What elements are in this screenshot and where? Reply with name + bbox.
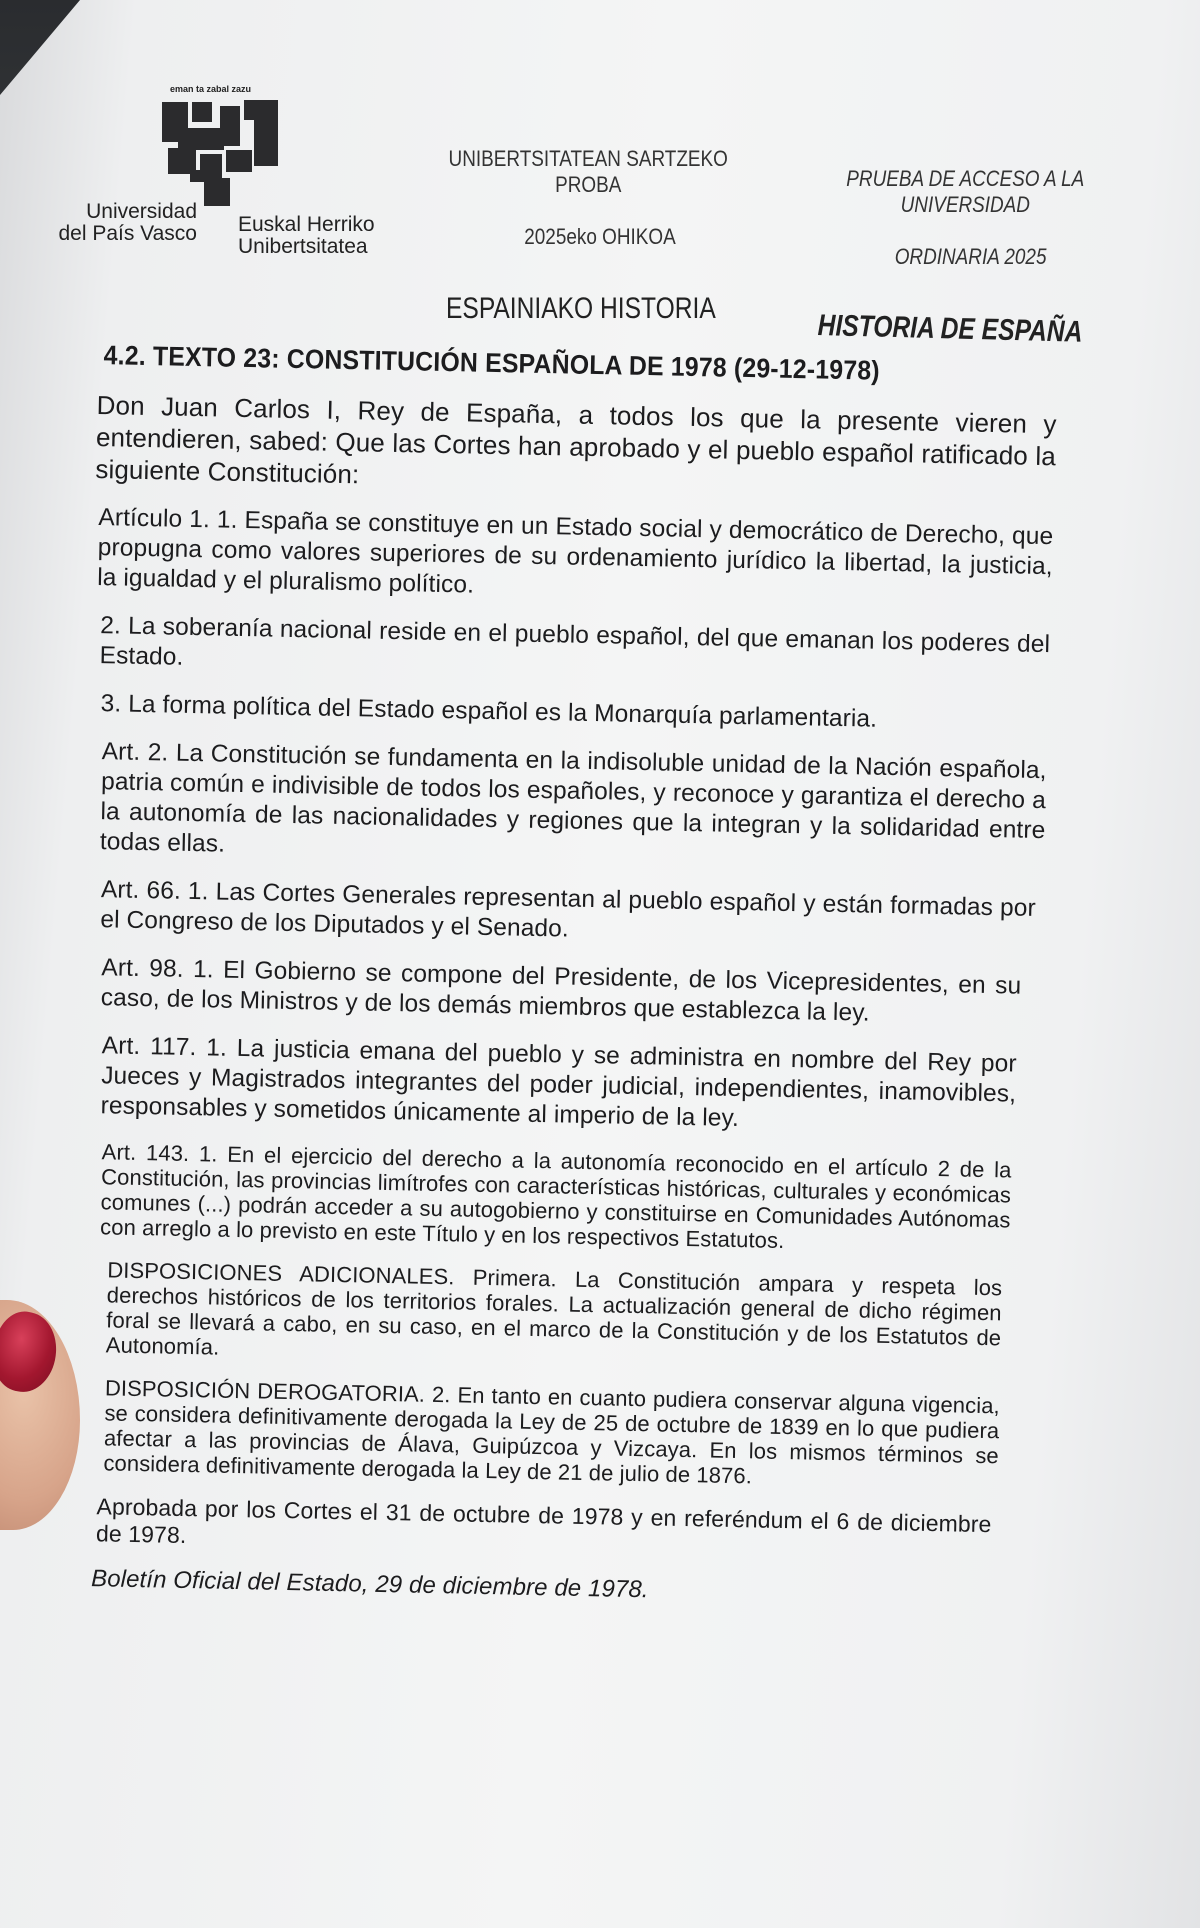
- logo-motto: eman ta zabal zazu: [170, 84, 252, 94]
- exam-session-es: ORDINARIA 2025: [894, 244, 1047, 269]
- paragraph-article-143: Art. 143. 1. En el ejercicio del derecho a la autonomía reconocido en el artículo 2 de la Constitución, las provincias limítrofes con características históricas, culturales y económicas comunes (...) podrán acceder a su autogobierno y constituirse en Comunidades Autónomas con arreglo a lo previsto en este Título y en los respectivos Estatutos.: [99, 1139, 1012, 1253]
- exam-name-eu-line1: UNIBERTSITATEAN SARTZEKO: [448, 146, 728, 171]
- university-name-eu: [238, 214, 408, 258]
- paragraph-article-1-1: Artículo 1. 1. España se constituye en un Estado social y democrático de Derecho, que propugna como valores superiores de su ordenamiento jurídico la libertad, la justicia, la igualdad y el pluralismo político.: [96, 504, 1054, 599]
- exam-name-es-line1: PRUEBA DE ACCESO A LA: [846, 166, 1085, 191]
- university-name-es: [42, 201, 197, 245]
- exam-name-es-line2: UNIVERSIDAD: [900, 192, 1030, 217]
- paragraph-article-66: Art. 66. 1. Las Cortes Generales representan al pueblo español y están formadas por el Congreso de los Diputados y el Senado.: [100, 876, 1037, 943]
- subject-title-eu: ESPAINIAKO HISTORIA: [446, 292, 716, 325]
- paragraph-preamble: Don Juan Carlos I, Rey de España, a todos los que la presente vieren y entendieren, sabed: Que las Cortes han aprobado y el pueblo español ratificado la siguiente Constitución:: [95, 389, 1057, 490]
- university-name-es-line2: del País Vasco: [58, 222, 197, 245]
- upv-ehu-emblem-icon: [160, 98, 280, 208]
- paragraph-boe-citation: Boletín Oficial del Estado, 29 de diciembre de 1978.: [90, 1565, 649, 1604]
- paragraph-article-117: Art. 117. 1. La justicia emana del pueblo y se administra en nombre del Rey por Jueces y Magistrados integrantes del poder judicial, independientes, inamovibles, responsables y sometidos únicamente al imperio de la ley.: [100, 1032, 1017, 1133]
- paragraph-article-2: Art. 2. La Constitución se fundamenta en la indisoluble unidad de la Nación española, patria común e indivisible de todos los españoles, y reconoce y garantiza el derecho a la autonomía de las nacionalidades y regiones que la integran y la solidaridad entre todas ellas.: [99, 738, 1047, 858]
- paragraph-article-1-3: 3. La forma política del Estado español es la Monarquía parlamentaria.: [100, 690, 878, 733]
- subject-title-es: HISTORIA DE ESPAÑA: [817, 309, 1083, 349]
- exam-name-eu-line2: PROBA: [555, 172, 622, 197]
- paragraph-disposiciones-adicionales: DISPOSICIONES ADICIONALES. Primera. La Constitución ampara y respeta los derechos históricos de los territorios forales. La actualización general de dicho régimen foral se llevará a cabo, en su caso, en el marco de la Constitución y de los Estatutos de Autonomía.: [105, 1257, 1003, 1360]
- document-body: [72, 340, 1077, 1630]
- exam-name-eu: [442, 146, 734, 198]
- exam-session-eu: 2025eko OHIKOA: [524, 224, 676, 249]
- paragraph-article-1-2: 2. La soberanía nacional reside en el pueblo español, del que emanan los poderes del Estado.: [99, 612, 1051, 671]
- exam-name-es: [832, 166, 1099, 218]
- paragraph-disposicion-derogatoria: DISPOSICIÓN DEROGATORIA. 2. En tanto en cuanto pudiera conservar alguna vigencia, se considera definitivamente derogada la Ley de 25 de octubre de 1839 en lo que pudiera afectar a las provincias de Álava, Guipúzcoa y Vizcaya. En los mismos términos se considera definitivamente derogada la Ley de 21 de julio de 1876.: [103, 1375, 1001, 1489]
- university-name-eu-line2: Unibertsitatea: [238, 235, 368, 258]
- university-name-es-line1: Universidad: [86, 200, 197, 223]
- university-name-eu-line1: Euskal Herriko: [238, 213, 375, 236]
- document-title: 4.2. TEXTO 23: CONSTITUCIÓN ESPAÑOLA DE 1978 (29-12-1978): [103, 340, 881, 386]
- paragraph-article-98: Art. 98. 1. El Gobierno se compone del Presidente, de los Vicepresidentes, en su caso, de los Ministros y de los demás miembros que establezca la ley.: [100, 954, 1022, 1027]
- paragraph-aprobada: Aprobada por los Cortes el 31 de octubre de 1978 y en referéndum el 6 de diciembre de 1978.: [95, 1493, 992, 1549]
